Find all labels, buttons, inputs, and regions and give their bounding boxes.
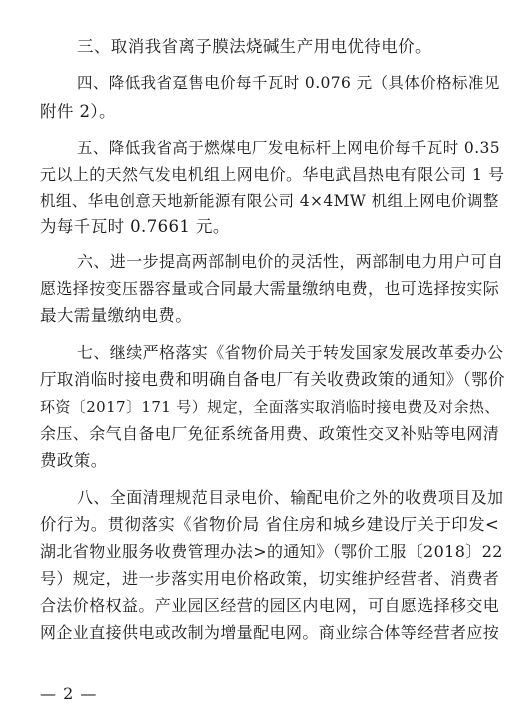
paragraph-8-line-6: 网企业直接供电或改制为增量配电网。商业综合体等经营者应按 <box>40 623 500 642</box>
paragraph-8-line-4: 号）规定，进一步落实用电价格政策，切实维护经营者、消费者 <box>40 569 500 588</box>
page-number: — 2 — <box>40 684 98 703</box>
paragraph-7-line-1: 七、继续严格落实《省物价局关于转发国家发展改革委办公 <box>77 343 504 362</box>
paragraph-7-line-3: 环资〔2017〕171 号）规定，全面落实取消临时接电费及对余热、 <box>40 398 500 416</box>
paragraph-6-line-1: 六、进一步提高两部制电价的灵活性，两部制电力用户可自 <box>77 252 504 271</box>
paragraph-3-line-1: 三、取消我省离子膜法烧碱生产用电优待电价。 <box>77 37 432 56</box>
paragraph-6-line-3: 最大需量缴纳电费。 <box>40 306 193 325</box>
paragraph-7-line-2: 厅取消临时接电费和明确自备电厂有关收费政策的通知》（鄂价 <box>40 370 505 389</box>
paragraph-8-line-1: 八、全面清理规范目录电价、输配电价之外的收费项目及加 <box>77 488 504 507</box>
paragraph-5-line-4: 为每千瓦时 0.7661 元。 <box>40 217 230 236</box>
paragraph-7-line-4: 余压、余气自备电厂免征系统备用费、政策性交叉补贴等电网清 <box>40 424 500 443</box>
paragraph-8-line-5: 合法价格权益。产业园区经营的园区内电网，可自愿选择移交电 <box>40 596 500 615</box>
paragraph-7-line-5: 费政策。 <box>40 451 108 470</box>
paragraph-4-line-2: 附件 2）。 <box>40 102 116 121</box>
paragraph-5-line-2: 元以上的天然气发电机组上网电价。华电武昌热电有限公司 1 号 <box>40 165 505 184</box>
paragraph-8-line-3: 湖北省物业服务收费管理办法>的通知》（鄂价工服〔2018〕22 <box>40 542 503 561</box>
paragraph-4-line-1: 四、降低我省趸售电价每千瓦时 0.076 元（具体价格标准见 <box>77 74 500 92</box>
paragraph-5-line-3: 机组、华电创意天地新能源有限公司 4×4MW 机组上网电价调整 <box>40 192 499 210</box>
paragraph-5-line-1: 五、降低我省高于燃煤电厂发电标杆上网电价每千瓦时 0.35 <box>77 139 501 157</box>
paragraph-8-line-2: 价行为。贯彻落实《省物价局 省住房和城乡建设厅关于印发< <box>40 515 500 534</box>
paragraph-6-line-2: 愿选择按变压器容量或合同最大需量缴纳电费，也可选择按实际 <box>40 279 500 298</box>
